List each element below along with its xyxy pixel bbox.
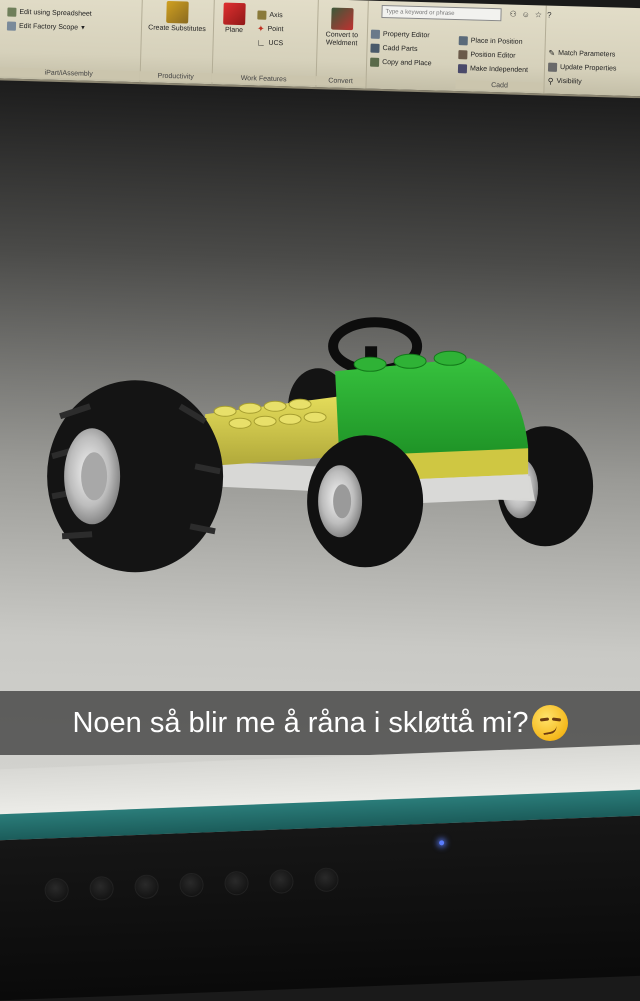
visibility-icon: ⚲ <box>547 76 554 86</box>
binoculars-icon[interactable]: ⚇ <box>509 9 517 19</box>
substitutes-icon <box>166 1 189 24</box>
help-icon[interactable]: ? <box>546 10 552 20</box>
group-title-productivity: Productivity <box>140 71 212 82</box>
monitor-button-6[interactable] <box>269 869 294 894</box>
monitor-button-2[interactable] <box>89 876 114 901</box>
group-title-convert: Convert <box>315 76 365 86</box>
copy-place-icon <box>370 57 379 66</box>
search-input[interactable]: Type a keyword or phrase <box>381 5 501 21</box>
monitor-button-1[interactable] <box>44 878 69 903</box>
ucs-icon: ∟ <box>256 37 266 48</box>
axis-button[interactable]: Axis <box>257 7 284 22</box>
plane-button[interactable]: Plane <box>217 2 252 35</box>
update-properties-button[interactable]: Update Properties <box>548 60 617 76</box>
plane-icon <box>223 3 246 26</box>
brush-icon: ✎ <box>548 48 556 58</box>
group-title-cadd: Cadd <box>455 80 543 91</box>
convert-weldment-button[interactable]: Convert to Weldment <box>319 7 366 48</box>
ribbon-group-ipart <box>0 0 143 82</box>
monitor-button-5[interactable] <box>224 871 249 896</box>
monitor-button-7[interactable] <box>314 867 339 892</box>
factory-scope-icon <box>7 21 16 30</box>
update-properties-icon <box>548 62 557 71</box>
smirking-face-icon <box>532 705 568 741</box>
ribbon-group-productivity <box>139 0 214 84</box>
cadd-parts-button[interactable]: Cadd Parts <box>370 41 432 57</box>
ribbon-group-work-features <box>211 0 318 87</box>
property-editor-button[interactable]: Property Editor <box>371 27 433 43</box>
weldment-icon <box>331 8 354 31</box>
group-title-work-features: Work Features <box>212 73 316 85</box>
lego-car-model[interactable] <box>47 322 593 572</box>
ribbon-group-properties <box>543 6 635 96</box>
rear-wheel <box>47 380 223 572</box>
ribbon-group-convert <box>315 0 368 89</box>
monitor-button-3[interactable] <box>134 874 159 899</box>
snapchat-caption-bar[interactable] <box>0 691 640 755</box>
star-icon[interactable]: ☆ <box>534 10 543 20</box>
edit-spreadsheet-button[interactable]: Edit using Spreadsheet <box>7 4 92 20</box>
chevron-down-icon: ▾ <box>81 24 85 32</box>
point-button[interactable]: ✦ Point <box>256 22 284 34</box>
user-icon[interactable]: ☺ <box>521 9 530 20</box>
monitor-bezel <box>0 743 640 990</box>
match-parameters-button[interactable]: ✎ Match Parameters <box>548 48 616 58</box>
bezel-bottom <box>0 814 640 1001</box>
spreadsheet-icon <box>7 7 16 16</box>
make-independent-icon <box>458 64 467 73</box>
position-editor-icon <box>458 50 467 59</box>
caption-text: Noen så blir me å råna i skløttå mi? <box>72 706 529 739</box>
window-controls <box>509 10 551 20</box>
position-editor-button[interactable]: Position Editor <box>458 47 528 63</box>
monitor-button-4[interactable] <box>179 873 204 898</box>
create-substitutes-button[interactable]: Create Substitutes <box>147 0 208 34</box>
power-led-icon <box>439 840 444 845</box>
ucs-button[interactable]: ∟ UCS <box>256 37 284 48</box>
make-independent-button[interactable]: Make Independent <box>458 61 528 77</box>
cadd-parts-icon <box>370 43 379 52</box>
front-wheel <box>307 435 423 567</box>
property-editor-icon <box>371 29 380 38</box>
edit-factory-scope-button[interactable]: Edit Factory Scope ▾ <box>7 18 92 34</box>
axis-icon <box>257 10 266 19</box>
place-in-position-button[interactable]: Place in Position <box>459 33 529 49</box>
place-position-icon <box>459 36 468 45</box>
point-icon: ✦ <box>256 22 265 34</box>
copy-place-button[interactable]: Copy and Place <box>370 55 432 71</box>
visibility-button[interactable]: ⚲ Visibility <box>547 76 582 86</box>
group-title-ipart: iPart/iAssembly <box>0 67 140 80</box>
